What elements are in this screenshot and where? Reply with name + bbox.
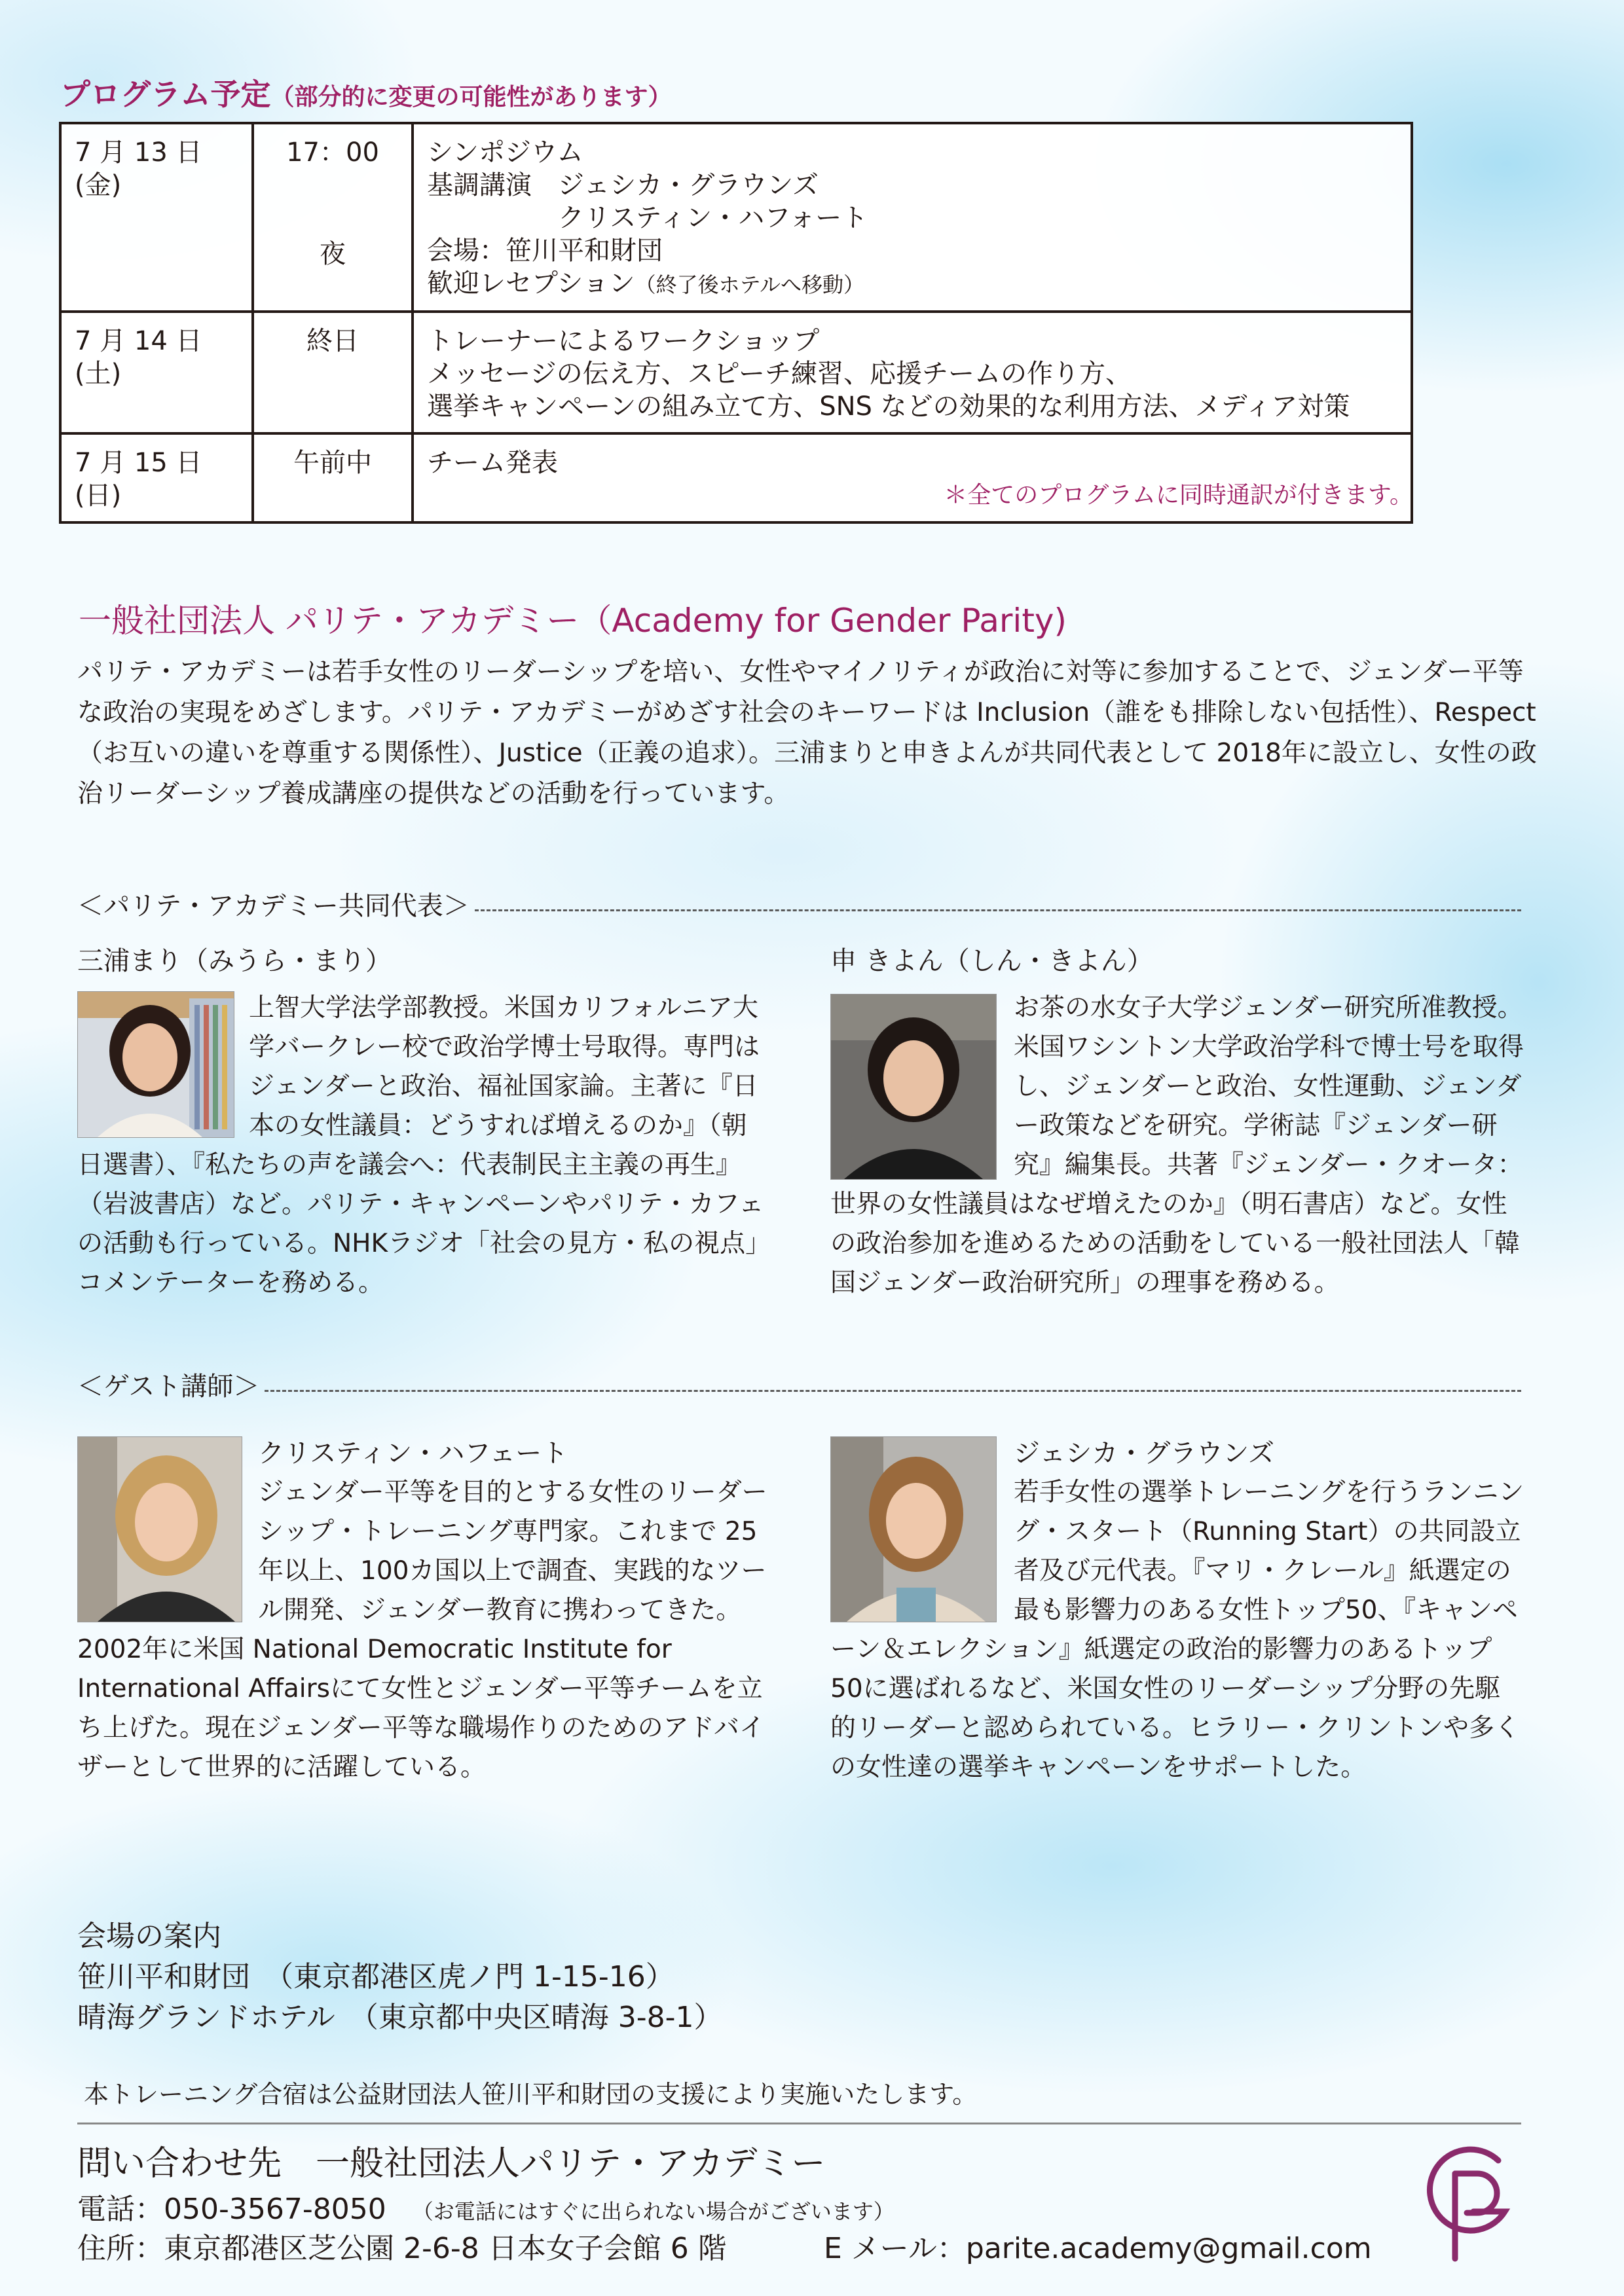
christine-block	[77, 1434, 771, 1787]
phone-note: （お電話にはすぐに出られない場合がございます）	[412, 2199, 895, 2224]
shin-bio: お茶の水女子大学ジェンダー研究所准教授。米国ワシントン大学政治学科で博士号を取得し、ジェンダーと政治、女性運動、ジェンダー政策などを研究。学術誌『ジェンダー研究』編集長。共著『ジェンダー・クオータ：世界の女性議員はなぜ増えたのか』（明石書店）など。女性の政治参加を進めるための活動をしている一般社団法人「韓国ジェンダー政治研究所」の理事を務める。	[830, 993, 1524, 1298]
miura-block	[77, 989, 771, 1303]
schedule-time: 午前中	[253, 433, 413, 522]
org-heading: 一般社団法人 パリテ・アカデミー（Academy for Gender Parity)	[79, 602, 1067, 640]
representatives-label: ＜パリテ・アカデミー共同代表＞	[77, 891, 470, 921]
footer-divider	[77, 2123, 1521, 2124]
shin-photo	[830, 994, 997, 1180]
contact-address: 住所：東京都港区芝公園 2-6-8 日本女子会館 6 階	[77, 2232, 727, 2265]
schedule-line: トレーナーによるワークショップ	[427, 326, 820, 356]
schedule-time: 終日	[253, 312, 413, 433]
jessica-photo	[830, 1436, 997, 1622]
miura-bio: 上智大学法学部教授。米国カリフォルニア大学バークレー校で政治学博士号取得。専門はジェンダーと政治、福祉国家論。主著に『日本の女性議員：どうすれば増えるのか』（朝日選書）、『私たちの声を議会へ：代表制民主主義の再生』（岩波書店）など。パリテ・キャンペーンやパリテ・カフェの活動も行っている。NHKラジオ「社会の見方・私の視点」コメンテーターを務める。	[77, 993, 771, 1298]
schedule-line: 歓迎レセプション（終了後ホテルへ移動）	[427, 268, 865, 299]
representatives-divider	[77, 885, 1521, 922]
jessica-block	[830, 1434, 1524, 1787]
schedule-date: 7 月 15 日(日)	[60, 433, 253, 522]
jessica-bio: 若手女性の選挙トレーニングを行うランニング・スタート（Running Start）の共同設立者及び元代表。『マリ・クレール』紙選定の最も影響力のある女性トップ50、『キャンペーン＆エレクション』紙選定の政治的影響力のあるトップ50に選ばれるなど、米国女性のリーダーシップ分野の先駆的リーダーと認められている。ヒラリー・クリントンや多くの女性達の選挙キャンペーンをサポートした。	[830, 1478, 1524, 1782]
schedule-time-evening: 夜	[320, 239, 346, 269]
venue-line: 晴海グランドホテル （東京都中央区晴海 3-8-1）	[77, 2001, 723, 2034]
guests-divider	[77, 1366, 1521, 1403]
venue-heading: 会場の案内	[77, 1920, 221, 1953]
schedule-date: 7 月 13 日(金)	[60, 123, 253, 312]
support-note: 本トレーニング合宿は公益財団法人笹川平和財団の支援により実施いたします。	[84, 2080, 978, 2109]
program-heading: プログラム予定（部分的に変更の可能性があります）	[60, 77, 672, 112]
schedule-row	[60, 123, 1412, 312]
parite-logo-icon	[1421, 2134, 1526, 2265]
christine-name: クリスティン・ハフェート	[258, 1438, 568, 1468]
schedule-line: シンポジウム	[427, 137, 583, 168]
schedule-time: 17：00	[286, 137, 379, 168]
schedule-line: 会場：笹川平和財団	[427, 236, 663, 266]
guests-label: ＜ゲスト講師＞	[77, 1372, 260, 1402]
miura-photo	[77, 991, 234, 1138]
interpretation-note: ＊全てのプログラムに同時通訳が付きます。	[944, 482, 1413, 509]
schedule-row	[60, 312, 1412, 433]
org-description: パリテ・アカデミーは若手女性のリーダーシップを培い、女性やマイノリティが政治に対等に参加することで、ジェンダー平等な政治の実現をめざします。パリテ・アカデミーがめざす社会のキーワードは Inclusion（誰をも排除しない包括性）、Respect（お互いの違いを尊重する関係性）、Justice（正義の追求）。三浦まりと申きよんが共同代表として 2018年に設立し、女性の政治リーダーシップ養成講座の提供などの活動を行っています。	[77, 657, 1537, 809]
schedule-table	[59, 122, 1413, 524]
schedule-date: 7 月 14 日(土)	[60, 312, 253, 433]
schedule-line: チーム発表	[427, 448, 558, 478]
christine-photo	[77, 1436, 242, 1622]
schedule-content	[413, 312, 1412, 433]
shin-block	[830, 989, 1524, 1303]
contact-email: E メール：parite.academy@gmail.com	[824, 2232, 1372, 2265]
venue-line: 笹川平和財団 （東京都港区虎ノ門 1-15-16）	[77, 1960, 674, 1994]
schedule-line: 基調講演 ジェシカ・グラウンズ	[427, 170, 819, 200]
contact-title: 問い合わせ先 一般社団法人パリテ・アカデミー	[77, 2144, 826, 2183]
schedule-time-cell	[253, 123, 413, 312]
program-heading-note: （部分的に変更の可能性があります）	[270, 84, 672, 111]
christine-bio: ジェンダー平等を目的とする女性のリーダーシップ・トレーニング専門家。これまで 25年以上、100カ国以上で調査、実践的なツール開発、ジェンダー教育に携わってきた。2002年に米国 National Democratic Institute for International Affairsにて女性とジェンダー平等チームを立ち上げた。現在ジェンダー平等な職場作りのためのアドバイザーとして世界的に活躍している。	[77, 1478, 767, 1782]
shin-name: 申 きよん（しん・きよん）	[830, 946, 1153, 976]
schedule-line: 選挙キャンペーンの組み立て方、SNS などの効果的な利用方法、メディア対策	[427, 392, 1350, 422]
schedule-note: （終了後ホテルへ移動）	[635, 272, 865, 297]
schedule-line: メッセージの伝え方、スピーチ練習、応援チームの作り方、	[427, 359, 1132, 389]
schedule-content	[413, 123, 1412, 312]
miura-name: 三浦まり（みうら・まり）	[77, 946, 392, 976]
schedule-line: クリスティン・ハフォート	[558, 203, 868, 233]
jessica-name: ジェシカ・グラウンズ	[1014, 1438, 1274, 1468]
contact-phone: 電話：050-3567-8050 （お電話にはすぐに出られない場合がございます）	[77, 2193, 895, 2226]
